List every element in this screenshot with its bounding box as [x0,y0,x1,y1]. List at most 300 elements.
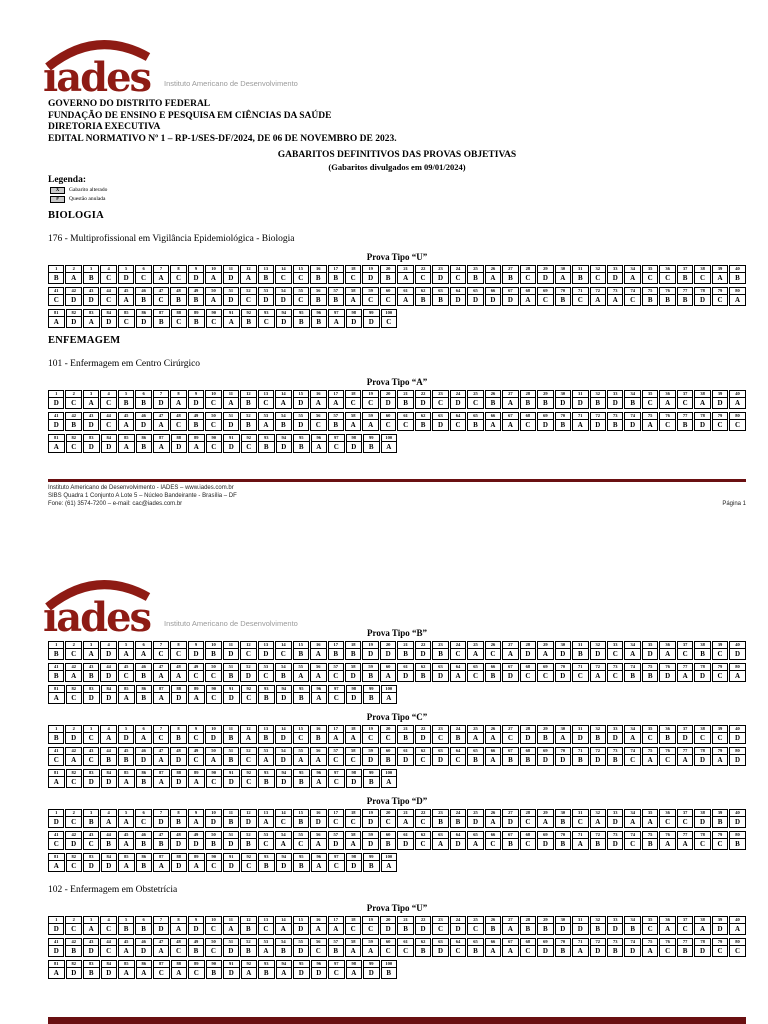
answer-letter: D [106,650,112,658]
answer-cell [397,809,413,828]
answer-letter: D [438,421,444,429]
answer-cell [415,747,431,766]
question-number: 51 [224,288,238,295]
question-number: 30 [556,642,570,649]
answer-cell [712,809,728,828]
answer-letter: C [647,274,653,282]
answer-cell [205,390,221,409]
question-number: 39 [713,391,727,398]
question-number: 27 [503,917,517,924]
answer-cell [83,747,99,766]
answer-letter: D [542,756,548,764]
answer-letter: B [228,756,234,764]
question-number: 5 [119,642,133,649]
question-number: 1 [49,391,63,398]
answer-cell [467,663,483,682]
question-number: 100 [382,854,397,861]
question-number: 39 [713,726,727,733]
answer-letter: A [123,443,129,451]
question-number: 54 [276,664,290,671]
answer-letter: D [298,421,304,429]
answer-cell [205,412,221,431]
question-number: 87 [154,961,169,968]
answer-cell [432,265,448,284]
answer-letter: D [455,925,461,933]
answer-cell [363,853,380,872]
question-number: 35 [643,642,657,649]
answer-cell [118,434,135,453]
question-number: 77 [678,939,692,946]
answer-cell [537,663,553,682]
answer-cell [153,853,170,872]
answer-cell [276,685,293,704]
answer-letter: A [315,925,321,933]
answer-cell [624,725,640,744]
answer-cell [258,809,274,828]
question-number: 21 [398,917,412,924]
question-number: 58 [346,413,360,420]
answer-letter: C [455,756,461,764]
answer-letter: D [88,296,94,304]
answer-letter: C [211,778,217,786]
answer-cell [555,663,571,682]
question-number: 64 [451,748,465,755]
answer-letter: A [630,650,636,658]
answer-letter: D [210,734,216,742]
answer-letter: D [403,672,409,680]
answer-letter: D [385,399,391,407]
answer-letter: A [263,818,269,826]
question-number: 62 [416,748,430,755]
answer-cell [170,412,186,431]
answer-letter: A [630,274,636,282]
question-number: 35 [643,391,657,398]
question-number: 90 [207,770,222,777]
question-number: 75 [643,288,657,295]
question-number: 40 [730,810,744,817]
answer-cell [171,853,188,872]
question-number: 42 [66,664,80,671]
answer-cell [240,938,256,957]
answer-cell [188,853,205,872]
question-number: 18 [346,810,360,817]
question-number: 46 [136,748,150,755]
answer-cell [694,916,710,935]
question-number: 75 [643,832,657,839]
answer-cell [659,725,675,744]
answer-letter: D [612,818,618,826]
brand-header [42,26,746,96]
question-number: 86 [137,310,152,317]
answer-cell [659,938,675,957]
question-number: 61 [398,288,412,295]
question-number: 20 [381,726,395,733]
answer-letter: A [53,443,59,451]
answer-cell [206,769,223,788]
prova-type-title: Prova Tipo “C” [366,712,428,722]
question-number: 44 [101,413,115,420]
answer-cell [555,809,571,828]
question-number: 29 [538,642,552,649]
answer-letter: A [333,925,339,933]
answer-letter: A [682,756,688,764]
answer-letter: A [507,650,513,658]
answer-cell [362,641,378,660]
answer-letter: B [403,399,408,407]
answer-cell [607,663,623,682]
question-number: 10 [206,726,220,733]
answer-band [48,434,397,453]
answer-letter: B [333,947,339,955]
answer-cell [450,747,466,766]
question-number: 72 [591,832,605,839]
answer-letter: C [193,734,199,742]
answer-letter: A [193,694,199,702]
answer-cell [240,809,256,828]
answer-cell [205,265,221,284]
question-number: 29 [538,391,552,398]
question-number: 57 [329,832,343,839]
question-number: 15 [294,917,308,924]
question-number: 88 [172,854,187,861]
question-number: 49 [189,288,203,295]
brand-header [42,566,746,636]
answer-key-table [48,903,746,979]
answer-letter: B [333,296,339,304]
answer-cell [729,412,745,431]
question-number: 56 [311,413,325,420]
answer-cell [275,390,291,409]
question-number: 99 [364,686,379,693]
question-number: 5 [119,266,133,273]
question-number: 76 [660,664,674,671]
answer-band [48,663,746,682]
question-number: 64 [451,939,465,946]
answer-letter: D [123,274,129,282]
question-number: 44 [101,939,115,946]
answer-letter: D [612,399,618,407]
category-heading: BIOLOGIA [48,210,104,221]
answer-letter: D [263,296,269,304]
answer-letter: C [210,947,216,955]
answer-letter: C [630,296,636,304]
answer-letter: B [176,734,181,742]
answer-cell [328,725,344,744]
answer-letter: B [403,734,408,742]
answer-letter: A [175,399,182,407]
answer-letter: C [717,650,723,658]
answer-letter: B [560,840,566,848]
answer-letter: A [542,650,548,658]
answer-letter: A [350,296,356,304]
footer-contact-block [48,484,237,508]
answer-letter: B [141,296,146,304]
answer-letter: B [577,274,583,282]
answer-cell [223,769,240,788]
answer-cell [223,916,239,935]
answer-cell [100,809,116,828]
answer-cell [171,309,188,328]
answer-letter: B [682,274,688,282]
answer-letter: C [350,818,356,826]
answer-cell [502,412,518,431]
answer-letter: B [386,969,392,977]
question-number: 35 [643,917,657,924]
question-number: 78 [695,664,709,671]
answer-letter: C [385,734,391,742]
question-number: 20 [381,391,395,398]
answer-cell [345,916,361,935]
question-number: 33 [608,642,622,649]
answer-letter: D [700,421,706,429]
question-number: 20 [381,642,395,649]
answer-cell [572,916,588,935]
question-number: 40 [730,642,744,649]
answer-letter: D [350,672,356,680]
answer-cell [206,853,223,872]
answer-letter: A [665,925,671,933]
question-number: 42 [66,939,80,946]
answer-cell [328,663,344,682]
question-number: 74 [625,413,639,420]
answer-cell [153,434,170,453]
question-number: 33 [608,391,622,398]
question-number: 40 [730,266,744,273]
answer-cell [170,641,186,660]
question-number: 45 [119,664,133,671]
question-number: 24 [451,917,465,924]
answer-letter: B [176,818,181,826]
answer-cell [153,265,169,284]
answer-cell [83,853,100,872]
answer-letter: A [455,672,461,680]
answer-cell [118,641,134,660]
question-number: 57 [329,413,343,420]
answer-letter: D [525,650,531,658]
answer-cell [258,916,274,935]
question-number: 80 [730,832,744,839]
question-number: 28 [521,917,535,924]
question-number: 24 [451,266,465,273]
question-number: 32 [591,266,605,273]
answer-letter: A [386,443,392,451]
question-number: 42 [66,413,80,420]
answer-letter: A [158,694,164,702]
question-number: 15 [294,726,308,733]
question-number: 10 [206,391,220,398]
category-heading: ENFEMAGEM [48,335,121,346]
answer-letter: C [245,756,251,764]
question-number: 82 [67,854,82,861]
question-number: 18 [346,642,360,649]
answer-cell [677,809,693,828]
answer-letter: B [473,947,478,955]
answer-cell [362,412,378,431]
answer-band [48,938,746,957]
answer-cell [432,938,448,957]
question-number: 50 [206,748,220,755]
question-number: 55 [294,413,308,420]
question-number: 98 [347,961,362,968]
answer-letter: A [245,274,251,282]
answer-letter: C [211,862,217,870]
answer-letter: B [71,421,77,429]
answer-letter: C [385,421,391,429]
page-1 [0,0,768,508]
question-number: 80 [730,748,744,755]
answer-letter: B [508,840,513,848]
question-number: 37 [678,917,692,924]
answer-letter: A [175,672,182,680]
answer-cell [188,831,204,850]
question-number: 58 [346,939,360,946]
answer-letter: A [438,840,444,848]
answer-cell [310,747,326,766]
answer-letter: A [351,969,357,977]
answer-cell [729,916,745,935]
answer-cell [362,809,378,828]
answer-cell [694,641,710,660]
answer-letter: D [420,734,426,742]
answer-letter: B [88,274,94,282]
question-number: 76 [660,939,674,946]
answer-letter: A [333,734,339,742]
answer-letter: D [88,862,94,870]
answer-letter: B [333,650,339,658]
question-number: 69 [538,413,552,420]
answer-letter: B [298,318,304,326]
question-number: 47 [154,413,168,420]
answer-letter: C [385,818,391,826]
answer-cell [258,265,274,284]
answer-letter: C [665,947,671,955]
answer-cell [694,265,710,284]
question-number: 47 [154,288,168,295]
question-number: 31 [573,810,587,817]
answer-letter: C [385,296,391,304]
answer-cell [642,663,658,682]
answer-letter: A [158,862,164,870]
answer-letter: C [280,650,286,658]
answer-cell [642,265,658,284]
question-number: 94 [277,310,292,317]
answer-cell [624,809,640,828]
answer-cell [677,265,693,284]
question-number: 6 [136,726,150,733]
answer-cell [188,434,205,453]
answer-letter: C [438,925,444,933]
answer-cell [223,725,239,744]
answer-letter: C [507,734,513,742]
answer-letter: D [420,650,426,658]
answer-cell [346,309,363,328]
question-number: 97 [329,435,344,442]
answer-letter: D [281,862,287,870]
answer-cell [136,769,153,788]
answer-cell [223,747,239,766]
question-number: 80 [730,664,744,671]
answer-cell [415,809,431,828]
answer-cell [100,641,116,660]
question-number: 34 [625,810,639,817]
answer-cell [590,809,606,828]
answer-letter: D [612,925,618,933]
answer-letter: B [53,274,59,282]
answer-letter: C [193,756,199,764]
answer-letter: D [368,840,374,848]
answer-letter: A [386,778,392,786]
answer-letter: D [438,756,444,764]
answer-letter: B [490,672,496,680]
question-number: 60 [381,664,395,671]
question-number: 23 [433,917,447,924]
question-number: 72 [591,288,605,295]
answer-letter: C [647,925,653,933]
question-number: 59 [363,939,377,946]
answer-cell [729,809,745,828]
answer-letter: D [351,318,357,326]
question-number: 62 [416,413,430,420]
answer-letter: C [245,296,251,304]
question-number: 73 [608,664,622,671]
answer-letter: B [490,925,496,933]
question-number: 99 [364,435,379,442]
prova-type-title: Prova Tipo “A” [366,377,428,387]
answer-cell [240,412,256,431]
answer-cell [432,831,448,850]
answer-cell [590,725,606,744]
footer-line: Instituto Americano de Desenvolvimento - IADES – www.iades.com.br [48,485,234,491]
question-number: 68 [521,664,535,671]
question-number: 97 [329,961,344,968]
answer-cell [223,412,239,431]
answer-letter: B [525,756,531,764]
answer-letter: C [455,650,461,658]
question-number: 79 [713,664,727,671]
answer-letter: D [612,840,618,848]
answer-letter: C [665,818,671,826]
question-number: 51 [224,832,238,839]
answer-cell [188,747,204,766]
answer-letter: B [141,694,147,702]
answer-letter: A [595,672,601,680]
answer-cell [380,725,396,744]
answer-cell [135,916,151,935]
question-number: 87 [154,854,169,861]
answer-letter: D [175,840,182,848]
answer-cell [293,747,309,766]
answer-cell [659,390,675,409]
answer-letter: C [386,318,392,326]
question-number: 54 [276,832,290,839]
question-number: 99 [364,770,379,777]
answer-cell [170,265,186,284]
question-number: 5 [119,917,133,924]
answer-cell [467,938,483,957]
answer-letter: A [228,925,234,933]
question-number: 4 [101,391,115,398]
answer-letter: C [315,421,321,429]
answer-cell [642,641,658,660]
answer-cell [118,685,135,704]
page-1-content [48,210,746,453]
answer-cell [345,287,361,306]
answer-letter: B [193,318,199,326]
answer-cell [677,663,693,682]
question-number: 37 [678,726,692,733]
answer-letter: A [315,650,321,658]
answer-cell [65,916,81,935]
